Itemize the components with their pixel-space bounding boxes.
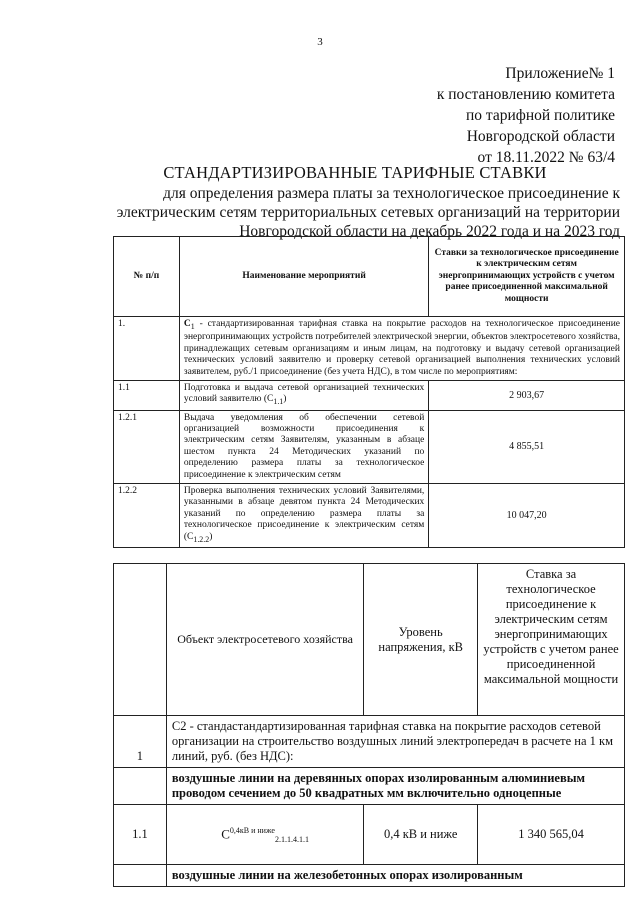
appendix-line: по тарифной политике (465, 107, 615, 124)
rates-table-c1 (113, 236, 625, 548)
row-name (179, 317, 624, 381)
table-row (114, 865, 625, 887)
row-name-text: Проверка выполнения технических условий Заявителями, указанными в абзаце девятом пункта 24 Методических указаний по определению размера платы за технологическое присоединение к электрическим сетям (С (183, 486, 425, 542)
formula-sub: 2.1.1.4.1.1 (274, 834, 309, 844)
row-value: 1 340 565,04 (478, 805, 625, 865)
table-header-row (114, 564, 625, 716)
title-main: СТАНДАРТИЗИРОВАННЫЕ ТАРИФНЫЕ СТАВКИ (163, 163, 547, 182)
appendix-line: Приложение№ 1 (505, 65, 615, 82)
appendix-line: Новгородской области (466, 128, 615, 145)
table-row (114, 768, 625, 805)
rate-formula (166, 805, 363, 865)
group-heading: воздушные линии на деревянных опорах изолированным алюминиевым проводом сечением до 50 квадратных мм включительно одноцепные (166, 768, 624, 805)
row-name: Выдача уведомления об обеспечении сетевой организацией возможности присоединения к электрическим сетям Заявителям, указанным в абзаце шестом пункта 24 Методических указаний по определению размера платы за технологическое присоединение к электрическим сетям (179, 410, 428, 483)
row-name-end: ) (209, 531, 213, 542)
group-heading: воздушные линии на железобетонных опорах изолированным (166, 865, 624, 887)
header-object: Объект электросетевого хозяйства (166, 564, 363, 716)
section-description: С2 - стандастандартизированная тарифная ставка на покрытие расходов сетевой организации на строительство воздушных линий электропередач в расчете на 1 км линий, руб. (без НДС): (166, 716, 624, 768)
row-num (114, 768, 167, 805)
table-header-row (114, 237, 625, 317)
rate-symbol: С (183, 319, 191, 329)
title-sub-line: Новгородской области на декабрь 2022 года и на 2023 год (239, 223, 620, 240)
formula-base: С (221, 825, 230, 841)
appendix-line: к постановлению комитета (436, 86, 615, 103)
header-num: № п/п (114, 237, 180, 317)
table-row (114, 805, 625, 865)
appendix-block (395, 63, 615, 168)
header-voltage: Уровень напряжения, кВ (364, 564, 478, 716)
rate-symbol-sub: 1 (190, 321, 195, 331)
row-name-text: Подготовка и выдача сетевой организацией технических условий заявителю (С (183, 382, 425, 405)
header-rate: Ставка за технологическое присоединение к электрическим сетям энергопринимающих устройств с учетом ранее присоединенной максимальной мощности (478, 564, 625, 716)
table-row (114, 380, 625, 410)
row-voltage: 0,4 кВ и ниже (364, 805, 478, 865)
page-number: 3 (317, 36, 323, 48)
row-name (179, 484, 428, 548)
formula-sup: 0,4кВ и ниже (229, 825, 275, 835)
rates-table-c2 (113, 563, 625, 887)
row-num (114, 865, 167, 887)
row-name-text: - стандартизированная тарифная ставка на покрытие расходов на технологическое присоединение энергопринимающих устройств потребителей электрической энергии, объектов электросетевого хозяйства, принадлежащих сетевым организациям и иным лицам, на подготовку и выдачу сетевой организацией технических условий заявителю и проверку сетевой организацией выполнения технических условий заявителем, руб./1 присоединение (без учета НДС), в том числе по мероприятиям: (183, 319, 620, 377)
row-name-end: ) (283, 394, 287, 405)
row-num: 1.2.1 (114, 410, 180, 483)
header-name: Наименование мероприятий (179, 237, 428, 317)
appendix-line: от 18.11.2022 № 63/4 (477, 149, 615, 166)
row-value: 4 855,51 (429, 410, 625, 483)
title-subtitle (100, 184, 620, 241)
row-num: 1.2.2 (114, 484, 180, 548)
title-sub-line: электрическим сетям территориальных сетевых организаций на территории (116, 204, 620, 221)
row-num: 1 (114, 716, 167, 768)
table-row (114, 410, 625, 483)
row-num: 1.1 (114, 380, 180, 410)
table-row (114, 317, 625, 381)
row-value: 10 047,20 (429, 484, 625, 548)
row-num: 1. (114, 317, 180, 381)
row-num: 1.1 (114, 805, 167, 865)
header-num (114, 564, 167, 716)
table-row (114, 716, 625, 768)
title-sub-line: для определения размера платы за технологическое присоединение к (163, 185, 620, 202)
header-rate: Ставки за технологическое присоединение к электрическим сетям энергопринимающих устройств с учетом ранее присоединенной максимальной мощности (429, 237, 625, 317)
row-name (179, 380, 428, 410)
row-name-sub: 1.2.2 (193, 534, 210, 544)
row-value: 2 903,67 (429, 380, 625, 410)
document-title (95, 163, 615, 183)
table-row (114, 484, 625, 548)
row-name-sub: 1.1 (273, 397, 284, 407)
